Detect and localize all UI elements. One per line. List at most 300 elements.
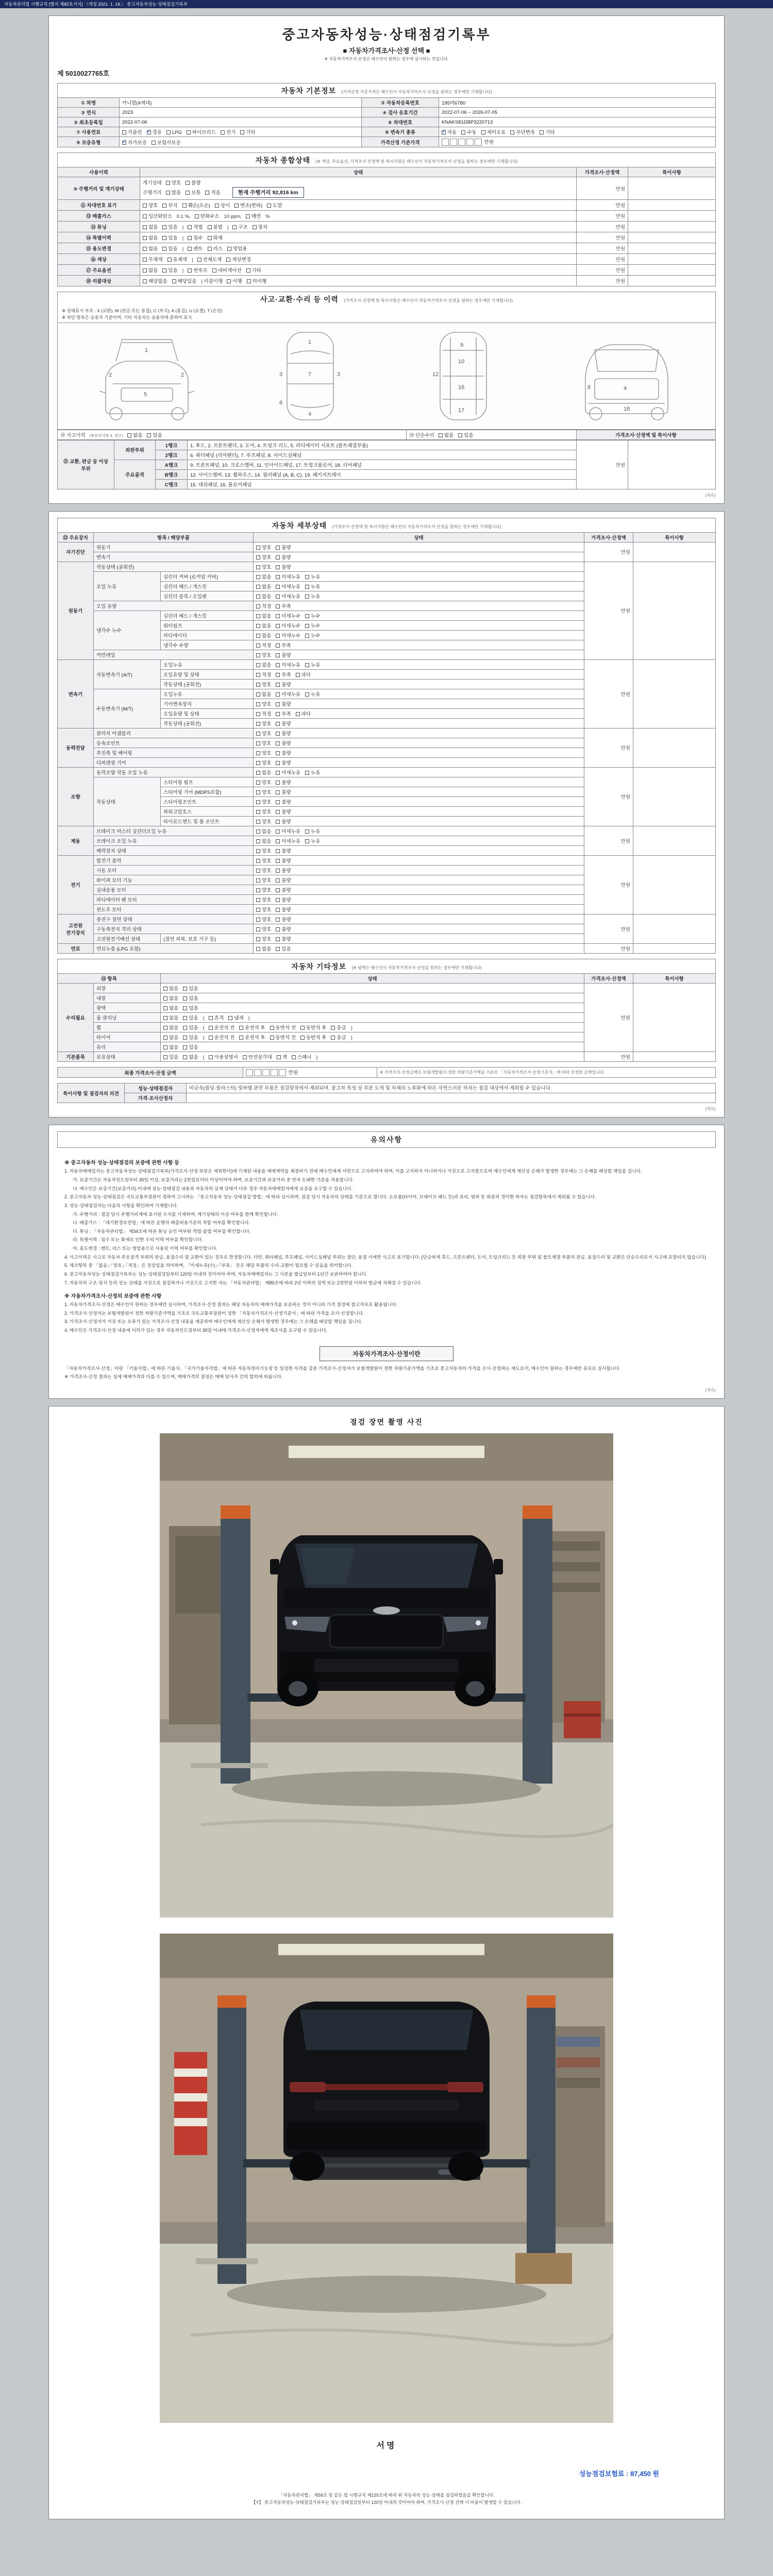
checkbox-option[interactable] (183, 1004, 198, 1011)
checkbox-option[interactable] (186, 189, 200, 196)
checkbox-option[interactable] (305, 690, 320, 698)
checkbox-box[interactable] (331, 1036, 335, 1040)
checkbox-option[interactable] (143, 245, 158, 252)
checkbox-option[interactable] (305, 622, 320, 629)
checkbox-box[interactable] (246, 268, 250, 273)
checkbox-option[interactable] (256, 896, 271, 903)
checkbox-box[interactable] (187, 130, 191, 134)
checkbox-box[interactable] (256, 790, 260, 794)
checkbox-box[interactable] (458, 433, 462, 437)
checkbox-option[interactable] (256, 798, 271, 805)
checkbox-box[interactable] (305, 634, 309, 638)
checkbox-box[interactable] (183, 987, 187, 991)
checkbox-box[interactable] (276, 643, 280, 648)
checkbox-box[interactable] (246, 214, 250, 218)
checkbox-box[interactable] (152, 141, 156, 145)
checkbox-option[interactable] (276, 592, 300, 600)
checkbox-option[interactable] (276, 896, 291, 903)
checkbox-box[interactable] (305, 663, 309, 667)
checkbox-box[interactable] (183, 1055, 187, 1059)
checkbox-option[interactable] (276, 769, 300, 776)
checkbox-box[interactable] (276, 849, 280, 853)
checkbox-option[interactable] (143, 234, 158, 241)
checkbox-box[interactable] (183, 1006, 187, 1010)
checkbox-box[interactable] (256, 869, 260, 873)
checkbox-box[interactable] (276, 918, 280, 922)
checkbox-option[interactable] (296, 710, 311, 717)
checkbox-option[interactable] (267, 201, 282, 209)
checkbox-option[interactable] (439, 431, 453, 438)
checkbox-option[interactable] (276, 788, 291, 795)
checkbox-box[interactable] (166, 130, 171, 134)
checkbox-option[interactable] (188, 234, 203, 241)
checkbox-option[interactable] (143, 201, 158, 209)
checkbox-option[interactable] (510, 128, 535, 135)
checkbox-box[interactable] (253, 225, 257, 229)
checkbox-option[interactable] (246, 212, 261, 219)
checkbox-box[interactable] (127, 433, 131, 437)
checkbox-box[interactable] (276, 604, 280, 608)
checkbox-box[interactable] (256, 692, 260, 697)
checkbox-box[interactable] (209, 1026, 213, 1030)
checkbox-box[interactable] (256, 663, 260, 667)
checkbox-box[interactable] (276, 761, 280, 765)
checkbox-box[interactable] (186, 191, 190, 195)
checkbox-box[interactable] (143, 258, 147, 262)
checkbox-box[interactable] (227, 247, 231, 251)
checkbox-option[interactable] (183, 994, 198, 1002)
checkbox-box[interactable] (256, 918, 260, 922)
checkbox-option[interactable] (243, 1053, 272, 1060)
checkbox-box[interactable] (276, 771, 280, 775)
checkbox-option[interactable] (305, 632, 320, 639)
checkbox-option[interactable] (256, 622, 271, 629)
checkbox-option[interactable] (183, 1053, 198, 1060)
checkbox-option[interactable] (276, 808, 291, 815)
checkbox-box[interactable] (305, 624, 309, 628)
checkbox-box[interactable] (205, 191, 209, 195)
checkbox-option[interactable] (167, 256, 188, 263)
checkbox-box[interactable] (276, 663, 280, 667)
checkbox-option[interactable] (152, 139, 181, 146)
checkbox-option[interactable] (162, 234, 177, 241)
checkbox-option[interactable] (256, 730, 271, 737)
checkbox-option[interactable] (256, 759, 271, 766)
checkbox-option[interactable] (256, 739, 271, 747)
checkbox-box[interactable] (188, 268, 192, 273)
checkbox-option[interactable] (256, 671, 271, 678)
checkbox-box[interactable] (305, 585, 309, 589)
checkbox-option[interactable] (162, 201, 177, 209)
checkbox-option[interactable] (276, 827, 300, 835)
checkbox-option[interactable] (276, 720, 291, 727)
checkbox-option[interactable] (256, 573, 271, 580)
checkbox-option[interactable] (276, 847, 291, 854)
checkbox-box[interactable] (256, 643, 260, 648)
checkbox-box[interactable] (276, 781, 280, 785)
checkbox-option[interactable] (276, 573, 300, 580)
checkbox-box[interactable] (183, 1026, 187, 1030)
checkbox-box[interactable] (256, 888, 260, 892)
checkbox-box[interactable] (162, 268, 166, 273)
checkbox-box[interactable] (256, 555, 260, 560)
checkbox-option[interactable] (226, 256, 251, 263)
checkbox-option[interactable] (162, 245, 177, 252)
checkbox-option[interactable] (256, 710, 271, 717)
checkbox-option[interactable] (276, 916, 291, 923)
checkbox-option[interactable] (163, 1053, 178, 1060)
checkbox-box[interactable] (256, 614, 260, 618)
checkbox-option[interactable] (276, 857, 291, 864)
checkbox-option[interactable] (300, 1024, 326, 1031)
checkbox-box[interactable] (256, 839, 260, 843)
checkbox-option[interactable] (188, 245, 203, 252)
checkbox-option[interactable] (256, 808, 271, 815)
checkbox-option[interactable] (209, 1014, 224, 1021)
checkbox-option[interactable] (256, 690, 271, 698)
checkbox-option[interactable] (247, 277, 267, 284)
checkbox-option[interactable] (305, 769, 320, 776)
checkbox-box[interactable] (188, 247, 192, 251)
checkbox-option[interactable] (212, 266, 242, 274)
checkbox-option[interactable] (292, 1053, 312, 1060)
checkbox-option[interactable] (162, 223, 177, 230)
checkbox-option[interactable] (331, 1024, 346, 1031)
checkbox-box[interactable] (163, 1016, 167, 1020)
checkbox-box[interactable] (276, 878, 280, 883)
checkbox-box[interactable] (276, 927, 280, 931)
checkbox-box[interactable] (276, 614, 280, 618)
checkbox-box[interactable] (270, 1036, 274, 1040)
checkbox-box[interactable] (232, 225, 237, 229)
checkbox-box[interactable] (256, 849, 260, 853)
checkbox-box[interactable] (209, 1016, 213, 1020)
checkbox-option[interactable] (215, 201, 230, 209)
checkbox-box[interactable] (305, 829, 309, 834)
checkbox-option[interactable] (143, 212, 172, 219)
checkbox-box[interactable] (256, 947, 260, 951)
checkbox-box[interactable] (276, 722, 280, 726)
checkbox-option[interactable] (276, 867, 291, 874)
checkbox-option[interactable] (163, 1033, 178, 1041)
checkbox-box[interactable] (276, 555, 280, 560)
checkbox-option[interactable] (253, 223, 267, 230)
checkbox-box[interactable] (212, 268, 216, 273)
checkbox-option[interactable] (256, 837, 271, 844)
checkbox-option[interactable] (305, 827, 320, 835)
checkbox-option[interactable] (305, 592, 320, 600)
checkbox-box[interactable] (276, 810, 280, 814)
checkbox-box[interactable] (276, 888, 280, 892)
checkbox-option[interactable] (276, 671, 291, 678)
checkbox-option[interactable] (276, 886, 291, 893)
checkbox-box[interactable] (276, 790, 280, 794)
checkbox-box[interactable] (166, 191, 170, 195)
checkbox-box[interactable] (292, 1055, 296, 1059)
checkbox-option[interactable] (227, 277, 242, 284)
checkbox-option[interactable] (227, 245, 247, 252)
checkbox-option[interactable] (256, 632, 271, 639)
checkbox-option[interactable] (163, 994, 178, 1002)
checkbox-option[interactable] (540, 128, 554, 135)
checkbox-option[interactable] (276, 602, 291, 609)
checkbox-box[interactable] (256, 771, 260, 775)
checkbox-box[interactable] (256, 565, 260, 569)
checkbox-option[interactable] (276, 690, 300, 698)
checkbox-option[interactable] (276, 906, 291, 913)
checkbox-box[interactable] (267, 204, 271, 208)
checkbox-box[interactable] (276, 673, 280, 677)
checkbox-box[interactable] (188, 225, 192, 229)
checkbox-option[interactable] (256, 612, 271, 619)
checkbox-option[interactable] (122, 139, 147, 146)
checkbox-box[interactable] (305, 771, 309, 775)
checkbox-option[interactable] (234, 201, 262, 209)
checkbox-option[interactable] (276, 818, 291, 825)
checkbox-box[interactable] (276, 595, 280, 599)
checkbox-box[interactable] (300, 1026, 305, 1030)
checkbox-box[interactable] (256, 585, 260, 589)
checkbox-option[interactable] (276, 681, 291, 688)
checkbox-box[interactable] (228, 1016, 232, 1020)
checkbox-box[interactable] (143, 225, 147, 229)
checkbox-option[interactable] (205, 189, 220, 196)
checkbox-box[interactable] (256, 702, 260, 706)
checkbox-box[interactable] (442, 130, 446, 134)
checkbox-option[interactable] (256, 818, 271, 825)
checkbox-box[interactable] (147, 130, 151, 134)
checkbox-box[interactable] (143, 247, 147, 251)
checkbox-box[interactable] (256, 898, 260, 902)
checkbox-box[interactable] (276, 712, 280, 716)
checkbox-box[interactable] (276, 800, 280, 804)
checkbox-option[interactable] (256, 553, 271, 561)
checkbox-box[interactable] (296, 712, 300, 716)
checkbox-box[interactable] (256, 927, 260, 931)
checkbox-box[interactable] (331, 1026, 335, 1030)
checkbox-box[interactable] (226, 258, 230, 262)
checkbox-option[interactable] (147, 128, 162, 135)
checkbox-box[interactable] (143, 214, 147, 218)
checkbox-option[interactable] (276, 798, 291, 805)
checkbox-box[interactable] (215, 204, 219, 208)
checkbox-option[interactable] (276, 553, 291, 561)
checkbox-option[interactable] (256, 935, 271, 942)
checkbox-option[interactable] (256, 886, 271, 893)
checkbox-option[interactable] (208, 234, 223, 241)
checkbox-box[interactable] (277, 1055, 281, 1059)
checkbox-box[interactable] (163, 987, 167, 991)
checkbox-box[interactable] (239, 1036, 243, 1040)
checkbox-option[interactable] (442, 128, 457, 135)
checkbox-box[interactable] (209, 1036, 213, 1040)
checkbox-option[interactable] (187, 128, 216, 135)
checkbox-box[interactable] (256, 546, 260, 550)
checkbox-option[interactable] (276, 710, 291, 717)
checkbox-box[interactable] (276, 869, 280, 873)
checkbox-box[interactable] (256, 781, 260, 785)
checkbox-option[interactable] (256, 925, 271, 933)
checkbox-option[interactable] (270, 1033, 296, 1041)
checkbox-option[interactable] (270, 1024, 296, 1031)
checkbox-box[interactable] (276, 859, 280, 863)
checkbox-option[interactable] (163, 985, 178, 992)
checkbox-option[interactable] (256, 945, 271, 952)
checkbox-box[interactable] (276, 634, 280, 638)
checkbox-option[interactable] (277, 1053, 287, 1060)
checkbox-box[interactable] (183, 996, 187, 1001)
checkbox-box[interactable] (208, 225, 212, 229)
checkbox-box[interactable] (276, 585, 280, 589)
checkbox-option[interactable] (197, 256, 222, 263)
checkbox-option[interactable] (143, 266, 158, 274)
checkbox-box[interactable] (208, 236, 212, 240)
checkbox-option[interactable] (256, 857, 271, 864)
checkbox-box[interactable] (276, 839, 280, 843)
checkbox-box[interactable] (256, 859, 260, 863)
checkbox-box[interactable] (305, 595, 309, 599)
checkbox-option[interactable] (276, 759, 291, 766)
checkbox-option[interactable] (276, 612, 300, 619)
checkbox-box[interactable] (147, 433, 151, 437)
checkbox-option[interactable] (256, 592, 271, 600)
checkbox-box[interactable] (163, 1036, 167, 1040)
checkbox-box[interactable] (276, 575, 280, 579)
checkbox-option[interactable] (256, 544, 271, 551)
checkbox-option[interactable] (276, 544, 291, 551)
checkbox-option[interactable] (276, 730, 291, 737)
checkbox-box[interactable] (183, 1036, 187, 1040)
checkbox-box[interactable] (227, 279, 231, 283)
checkbox-option[interactable] (183, 1024, 198, 1031)
checkbox-box[interactable] (256, 683, 260, 687)
checkbox-option[interactable] (172, 277, 197, 284)
checkbox-option[interactable] (208, 223, 223, 230)
checkbox-box[interactable] (163, 1055, 167, 1059)
checkbox-box[interactable] (276, 692, 280, 697)
checkbox-option[interactable] (276, 563, 291, 570)
checkbox-option[interactable] (256, 661, 271, 668)
checkbox-box[interactable] (270, 1026, 274, 1030)
checkbox-box[interactable] (461, 130, 465, 134)
checkbox-option[interactable] (183, 1043, 198, 1050)
checkbox-option[interactable] (163, 1004, 178, 1011)
checkbox-box[interactable] (209, 1055, 213, 1059)
checkbox-box[interactable] (276, 937, 280, 941)
checkbox-option[interactable] (276, 622, 300, 629)
checkbox-box[interactable] (276, 741, 280, 745)
checkbox-option[interactable] (256, 906, 271, 913)
checkbox-box[interactable] (208, 247, 212, 251)
checkbox-option[interactable] (300, 1033, 326, 1041)
checkbox-option[interactable] (276, 583, 300, 590)
checkbox-option[interactable] (122, 128, 142, 135)
checkbox-option[interactable] (256, 700, 271, 707)
checkbox-box[interactable] (276, 702, 280, 706)
checkbox-option[interactable] (276, 651, 291, 658)
checkbox-option[interactable] (256, 681, 271, 688)
checkbox-option[interactable] (276, 945, 291, 952)
checkbox-option[interactable] (182, 201, 210, 209)
checkbox-option[interactable] (276, 661, 300, 668)
checkbox-option[interactable] (188, 266, 208, 274)
checkbox-option[interactable] (228, 1014, 243, 1021)
checkbox-option[interactable] (188, 223, 203, 230)
checkbox-option[interactable] (256, 778, 271, 786)
checkbox-option[interactable] (276, 837, 300, 844)
checkbox-option[interactable] (166, 130, 182, 135)
checkbox-option[interactable] (256, 749, 271, 756)
checkbox-box[interactable] (276, 751, 280, 755)
checkbox-box[interactable] (256, 634, 260, 638)
checkbox-box[interactable] (172, 279, 176, 283)
checkbox-box[interactable] (239, 1026, 243, 1030)
checkbox-option[interactable] (305, 573, 320, 580)
checkbox-box[interactable] (305, 614, 309, 618)
checkbox-option[interactable] (163, 1014, 178, 1021)
checkbox-box[interactable] (256, 595, 260, 599)
checkbox-box[interactable] (143, 279, 147, 283)
checkbox-box[interactable] (143, 268, 147, 273)
checkbox-box[interactable] (276, 565, 280, 569)
checkbox-option[interactable] (256, 602, 271, 609)
checkbox-option[interactable] (458, 431, 473, 438)
checkbox-option[interactable] (186, 179, 200, 186)
checkbox-option[interactable] (331, 1033, 346, 1041)
checkbox-box[interactable] (122, 141, 126, 145)
checkbox-box[interactable] (167, 258, 172, 262)
checkbox-box[interactable] (300, 1036, 305, 1040)
checkbox-box[interactable] (247, 279, 251, 283)
checkbox-option[interactable] (183, 1033, 198, 1041)
checkbox-option[interactable] (232, 223, 247, 230)
checkbox-box[interactable] (183, 1045, 187, 1049)
checkbox-box[interactable] (276, 829, 280, 834)
checkbox-option[interactable] (209, 1033, 234, 1041)
checkbox-option[interactable] (481, 128, 506, 135)
checkbox-option[interactable] (256, 583, 271, 590)
checkbox-box[interactable] (122, 130, 126, 134)
checkbox-option[interactable] (276, 641, 291, 649)
checkbox-option[interactable] (256, 827, 271, 835)
checkbox-box[interactable] (276, 624, 280, 628)
checkbox-option[interactable] (256, 788, 271, 795)
checkbox-box[interactable] (256, 751, 260, 755)
checkbox-box[interactable] (243, 1055, 247, 1059)
checkbox-option[interactable] (166, 189, 181, 196)
checkbox-box[interactable] (182, 204, 187, 208)
checkbox-box[interactable] (163, 1045, 167, 1049)
checkbox-box[interactable] (234, 204, 239, 208)
checkbox-box[interactable] (305, 575, 309, 579)
checkbox-box[interactable] (143, 236, 147, 240)
checkbox-box[interactable] (510, 130, 514, 134)
checkbox-option[interactable] (276, 925, 291, 933)
checkbox-box[interactable] (256, 673, 260, 677)
checkbox-box[interactable] (256, 878, 260, 883)
checkbox-box[interactable] (240, 130, 244, 134)
checkbox-option[interactable] (209, 1053, 238, 1060)
checkbox-option[interactable] (240, 128, 255, 135)
checkbox-option[interactable] (276, 778, 291, 786)
checkbox-option[interactable] (256, 563, 271, 570)
checkbox-option[interactable] (256, 876, 271, 884)
checkbox-box[interactable] (256, 761, 260, 765)
checkbox-option[interactable] (256, 720, 271, 727)
checkbox-option[interactable] (209, 1024, 234, 1031)
checkbox-box[interactable] (276, 732, 280, 736)
checkbox-box[interactable] (439, 433, 443, 437)
